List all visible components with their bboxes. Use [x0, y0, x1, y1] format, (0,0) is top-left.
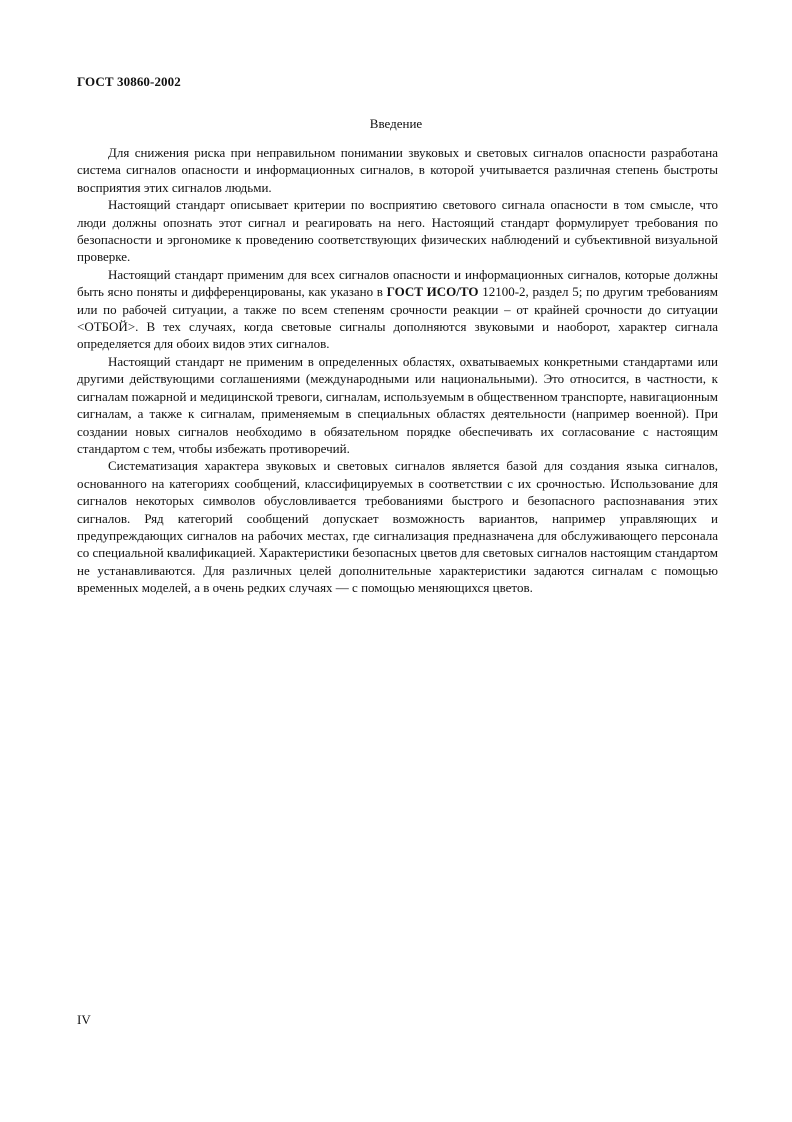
paragraph-3-text-start: Настоящий стандарт применим для всех сигналов опасности и информационных сигналов, которые должны быть ясно поняты и дифференцированы, как указано в: [77, 266, 718, 300]
paragraph-1: Для снижения риска при неправильном понимании звуковых и световых сигналов опасности разработана система сигналов опасности и информационных сигналов, в которой учитывается различная степень быстроты восприятия этих сигналов людьми.: [77, 145, 718, 195]
paragraph-5: Систематизация характера звуковых и световых сигналов является базой для создания языка сигналов, основанного на категориях сообщений, классифицируемых в соответствии с их срочностью. Использование для сигналов некоторых символов обусловливается требованиями быстрого и безопасного распознавания этих сигналов. Ряд категорий сообщений допускает возможность вариантов, например управляющих и предупреждающих сигналов на рабочих местах, где сигнализация предназначена для обслуживающего персонала со специальной квалификацией. Характеристики безопасных цветов для световых сигналов настоящим стандартом не устанавливаются. Для различных целей дополнительные характеристики задаются сигналам с помощью временных моделей, а в очень редких случаях — с помощью меняющихся цветов.: [77, 458, 718, 596]
document-header-standard-id: ГОСТ 30860-2002: [77, 74, 181, 89]
paragraph-2: Настоящий стандарт описывает критерии по восприятию светового сигнала опасности в том смысле, что люди должны опознать этот сигнал и реагировать на него. Настоящий стандарт формулирует требования по безопасности и эргономике к проведению соответствующих физических наблюдений и субъективной визуальной проверке.: [77, 197, 718, 265]
standard-reference: ГОСТ ИСО/ТО: [386, 284, 479, 300]
body-text: [77, 144, 718, 597]
section-title: Введение: [369, 116, 423, 131]
paragraph-4: Настоящий стандарт не применим в определенных областях, охватываемых конкретными стандартами или другими действующими соглашениями (международными или национальными). Это относится, в частности, к сигналам пожарной и медицинской тревоги, сигналам, используемым в общественном транспорте, навигационным сигналам, а также к сигналам, применяемым в специальных областях деятельности (например военной). При создании новых сигналов необходимо в обязательном порядке обеспечивать их согласование с настоящим стандартом с тем, чтобы избежать противоречий.: [77, 353, 718, 456]
page-number: IV: [77, 1012, 91, 1027]
paragraph-3: [77, 266, 718, 353]
paragraph-3-text-end: 12100-2, раздел 5; по другим требованиям или по рабочей ситуации, а также по всем степеням срочности реакции – от крайней срочности до ситуации <ОТБОЙ>. В тех случаях, когда световые сигналы дополняются звуковыми и наоборот, характер сигнала определяется для обоих видов этих сигналов.: [77, 284, 718, 352]
